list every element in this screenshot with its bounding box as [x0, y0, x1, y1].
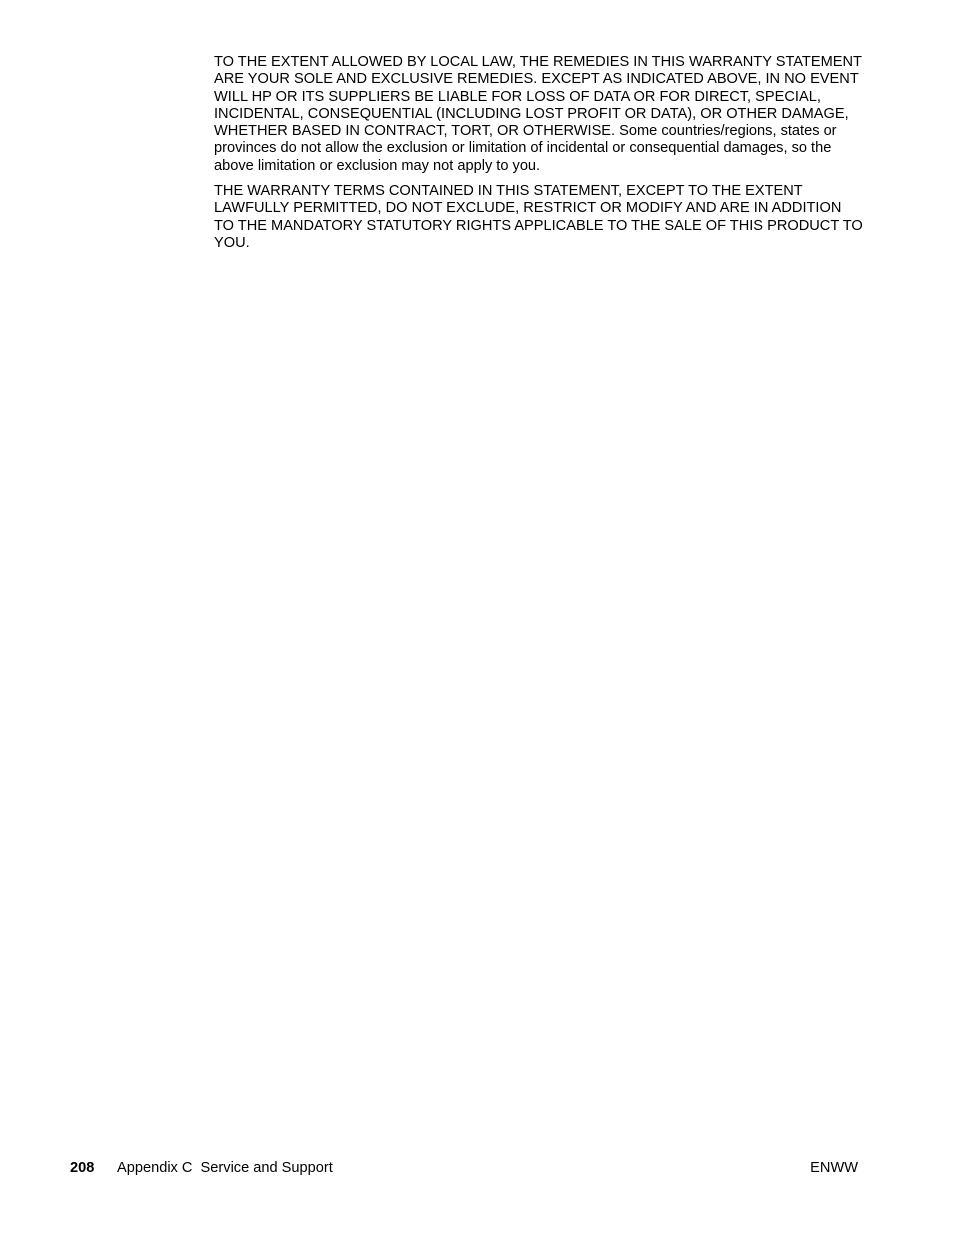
warranty-remedies-paragraph: TO THE EXTENT ALLOWED BY LOCAL LAW, THE REMEDIES IN THIS WARRANTY STATEMENT ARE YOUR SOLE AND EXCLUSIVE REMEDIES. EXCEPT AS INDICATED ABOVE, IN NO EVENT WILL HP OR ITS SUPPLIERS BE LIABLE FOR LOSS OF DATA OR FOR DIRECT, SPECIAL, INCIDENTAL, CONSEQUENTIAL (INCLUDING LOST PROFIT OR DATA), OR OTHER DAMAGE, WHETHER BASED IN CONTRACT, TORT, OR OTHERWISE. Some countries/regions, states or provinces do not allow the exclusion or limitation of incidental or consequential damages, so the above limitation or exclusion may not apply to you.	[214, 54, 862, 174]
page-number: 208	[70, 1160, 95, 1176]
document-code: ENWW	[810, 1160, 858, 1176]
page-footer	[70, 1158, 858, 1178]
document-body	[214, 54, 864, 260]
warranty-terms-paragraph: THE WARRANTY TERMS CONTAINED IN THIS STATEMENT, EXCEPT TO THE EXTENT LAWFULLY PERMITTED, DO NOT EXCLUDE, RESTRICT OR MODIFY AND ARE IN ADDITION TO THE MANDATORY STATUTORY RIGHTS APPLICABLE TO THE SALE OF THIS PRODUCT TO YOU.	[214, 183, 863, 251]
chapter-title: Appendix C Service and Support	[117, 1160, 333, 1176]
